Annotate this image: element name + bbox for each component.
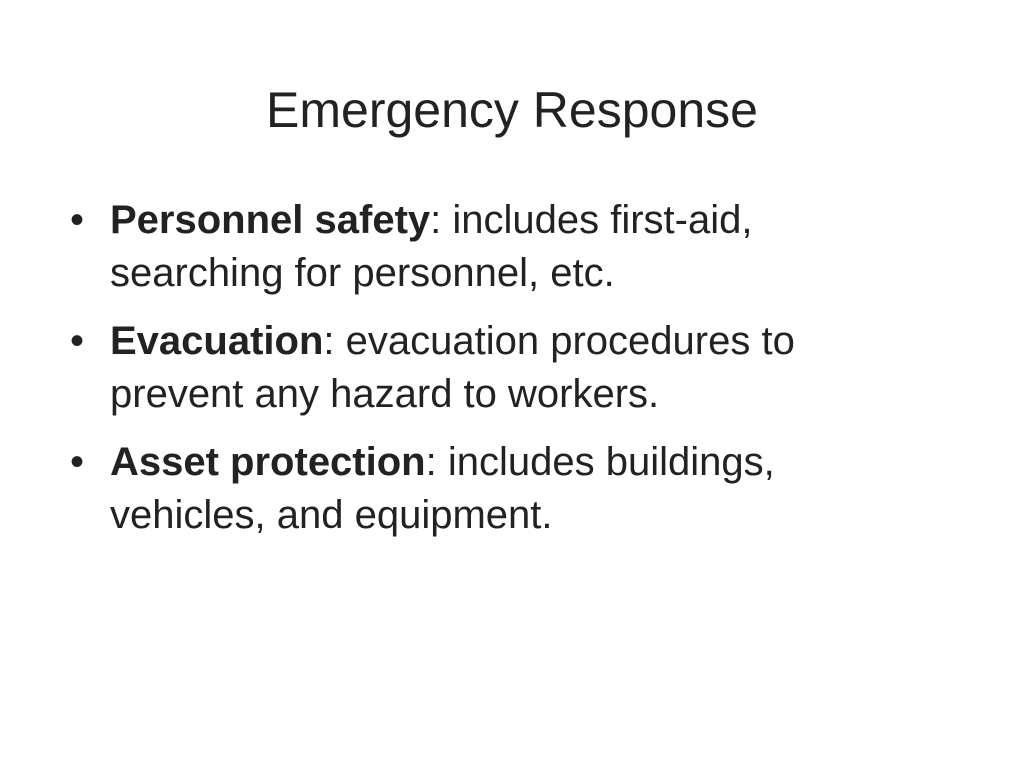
bullet-item-evacuation: [66, 315, 926, 421]
bullet-term: Personnel safety: [110, 198, 431, 242]
bullet-item-asset-protection: [66, 436, 926, 542]
bullet-description: : includes first-aid, searching for personnel, etc.: [110, 198, 753, 295]
bullet-description: : evacuation procedures to prevent any hazard to workers.: [110, 319, 795, 416]
bullet-icon: •: [70, 319, 85, 363]
bullet-term: Asset protection: [110, 440, 426, 484]
slide-title: Emergency Response: [266, 82, 758, 138]
bullet-description: : includes buildings, vehicles, and equipment.: [110, 440, 775, 537]
bullet-term: Evacuation: [110, 319, 324, 363]
bullet-icon: •: [70, 198, 85, 242]
bullet-list: [66, 194, 926, 557]
bullet-icon: •: [70, 440, 85, 484]
bullet-item-personnel-safety: [66, 194, 926, 300]
